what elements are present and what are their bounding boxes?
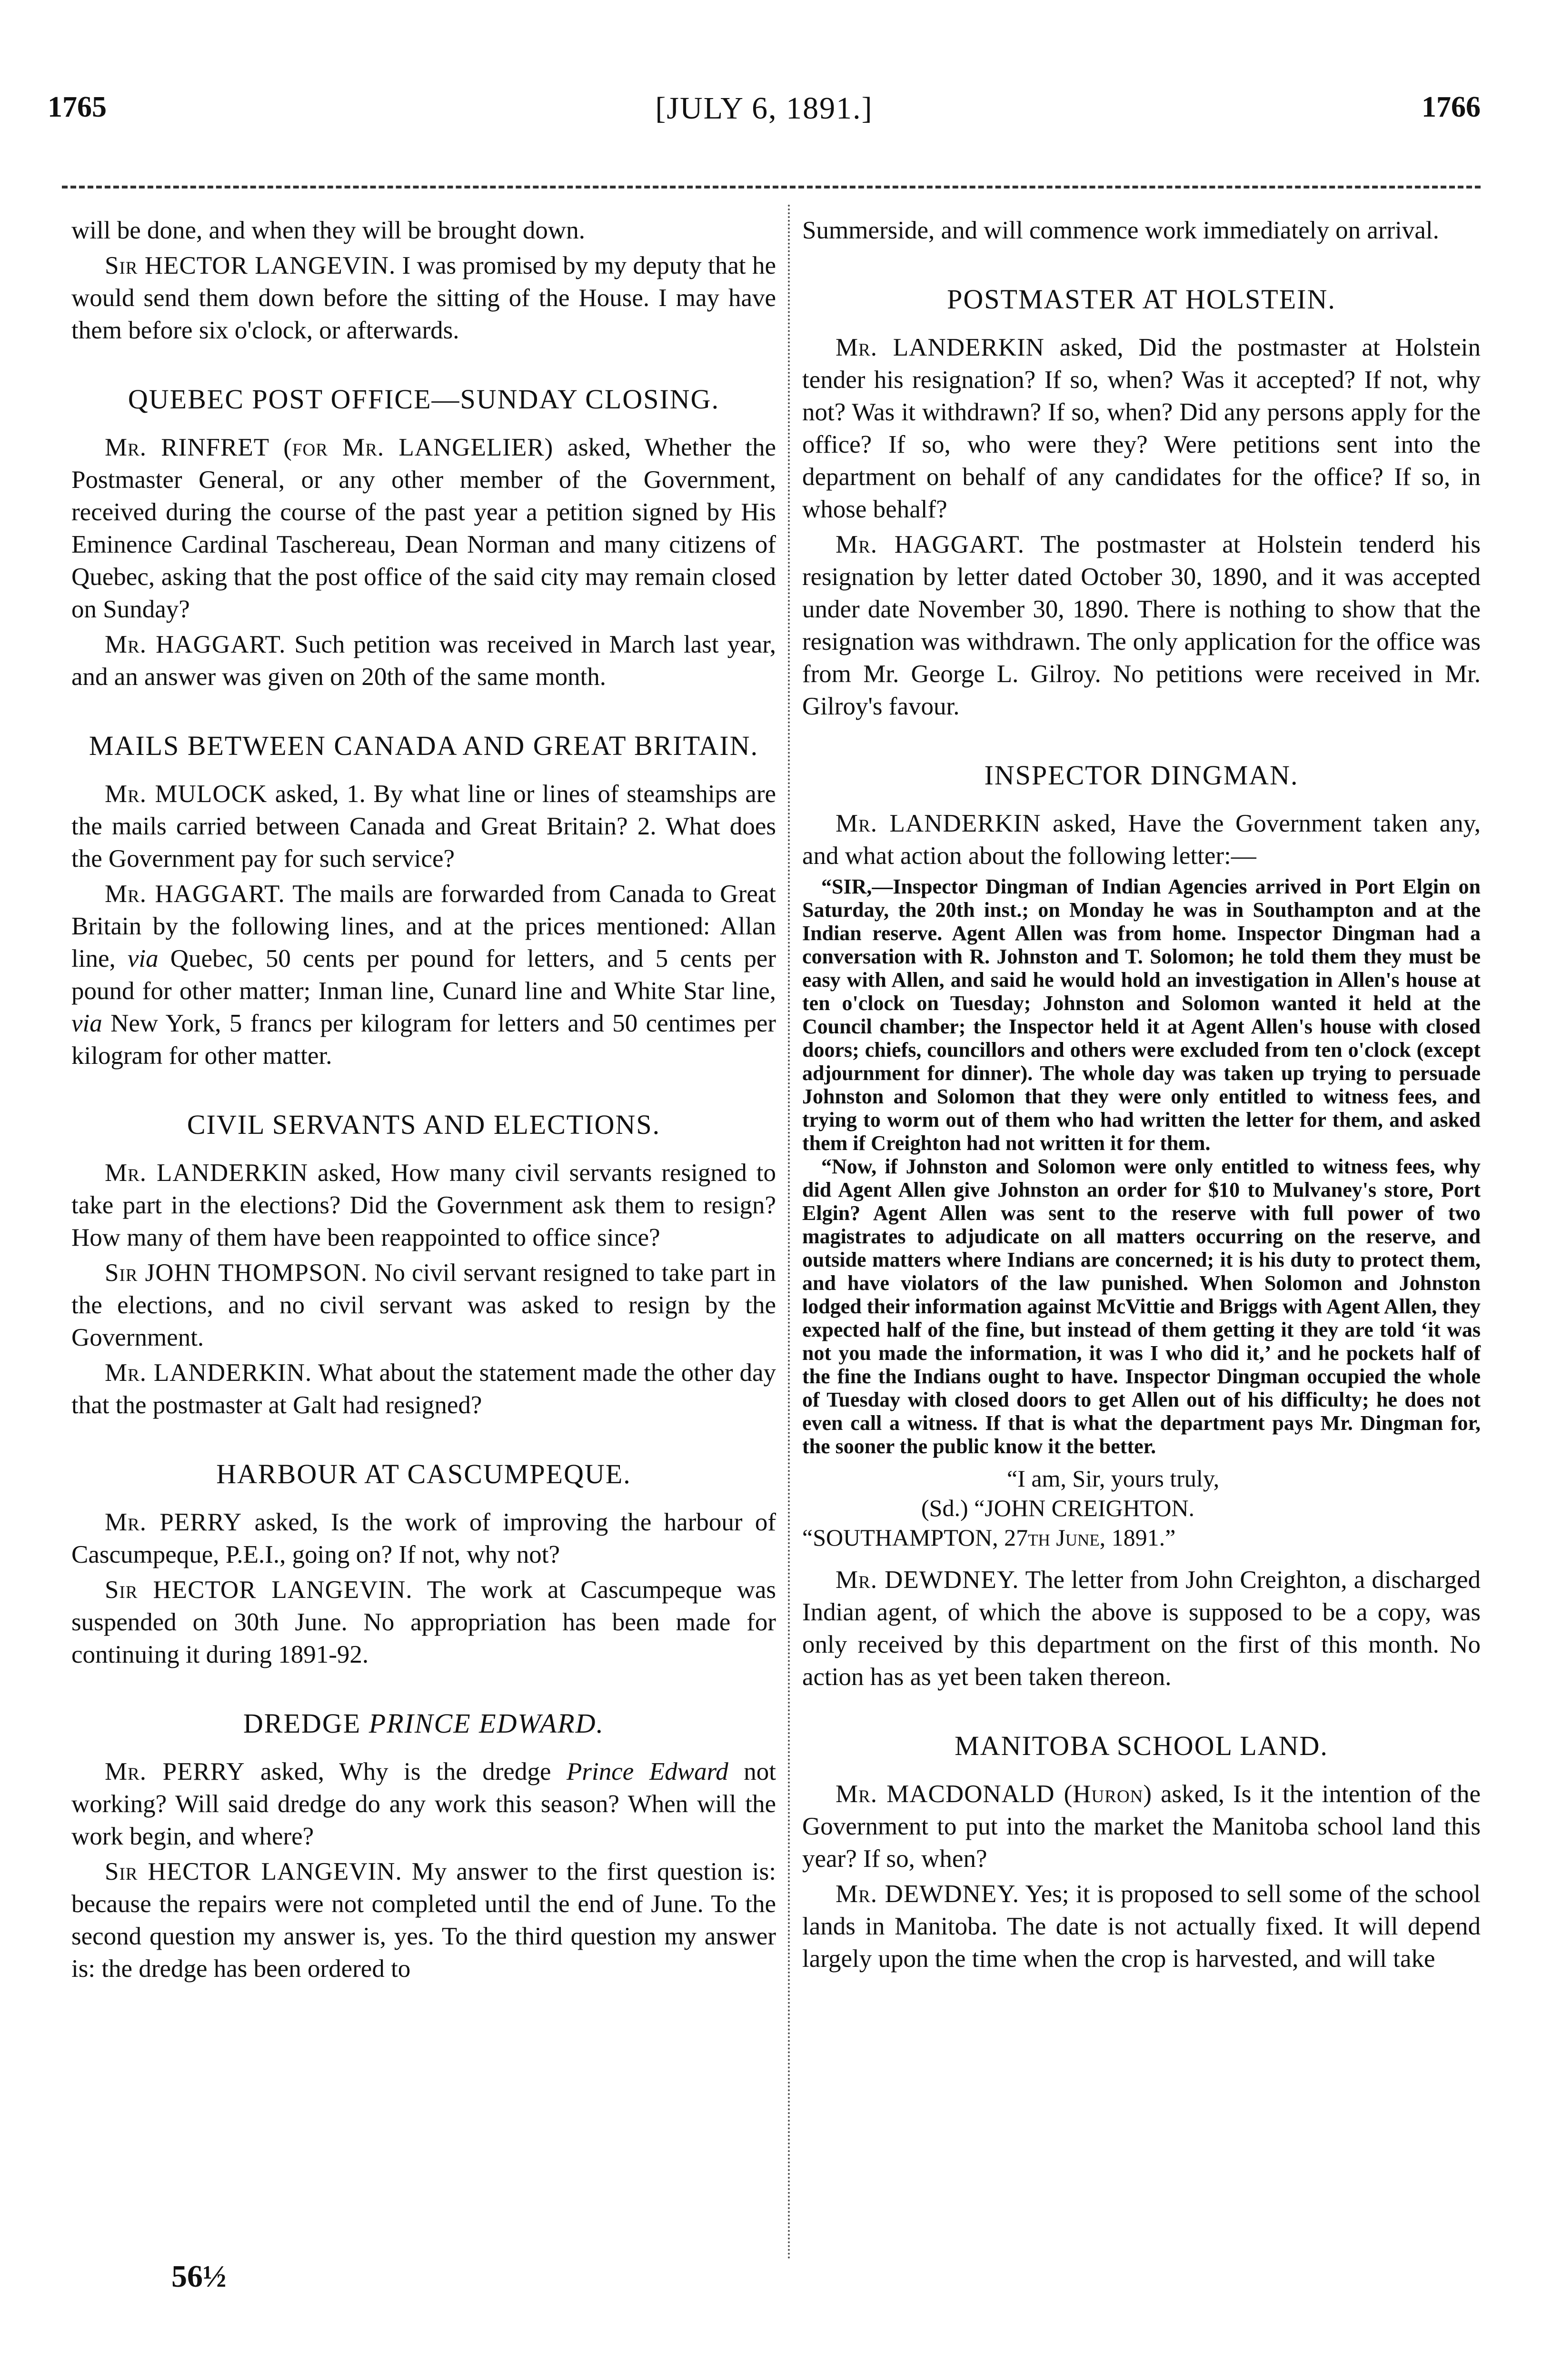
paragraph [71,778,776,875]
section-heading: QUEBEC POST OFFICE—SUNDAY CLOSING. [128,384,720,415]
paragraph [71,1257,776,1354]
italic-text: Prince Edward [567,1758,728,1785]
section-heading: INSPECTOR DINGMAN. [984,760,1299,791]
paragraph-text: The work at Cascumpeque was suspended on 30th June. No appropriation has been made for continuing it during 1891-92. [71,1576,776,1668]
section-heading: HARBOUR AT CASCUMPEQUE. [216,1458,631,1489]
paragraph [71,431,776,625]
right-column [802,214,1481,1978]
paragraph [71,249,776,347]
paragraph [71,1755,776,1853]
letter-signature [802,1464,1481,1552]
paragraph [71,628,776,693]
paragraph-text: What about the statement made the other day that the postmaster at Galt had resigned? [71,1359,776,1419]
signature-line: (Sd.) “JOHN CREIGHTON. [921,1495,1195,1521]
page-number-right: 1766 [1422,91,1481,123]
speaker: Mr. MACDONALD (Huron) [836,1780,1153,1808]
paragraph-text: No civil servant resigned to take part in the elections, and no civil servant was asked to resign by the Government. [71,1259,776,1351]
paragraph [802,331,1481,526]
speaker: Mr. LANDERKIN [836,810,1041,837]
paragraph: Summerside, and will commence work immediately on arrival. [802,217,1439,244]
signature-mark: 56½ [171,2259,227,2294]
paragraph [71,1357,776,1421]
speaker: Mr. PERRY [105,1508,242,1536]
section-heading: MANITOBA SCHOOL LAND. [955,1730,1328,1761]
speaker: Sir HECTOR LANGEVIN. [105,252,396,279]
speaker: Mr. DEWDNEY. [836,1566,1019,1594]
paragraph-text: asked, Is it the intention of the Government to put into the market the Manitoba school land this year? If so, when? [802,1780,1481,1873]
speaker: Mr. MULOCK [105,780,268,808]
paragraph [802,807,1481,872]
paragraph-text: asked, Is the work of improving the harbour of Cascumpeque, P.E.I., going on? If not, why not? [71,1508,776,1568]
paragraph [802,528,1481,723]
paragraph [71,1506,776,1571]
paragraph [71,1574,776,1671]
speaker: Mr. RINFRET (for Mr. LANGELIER) [105,434,554,461]
paragraph-text: The letter from John Creighton, a discharged Indian agent, of which the above is supposed to be a copy, was only received by this department on the first of this month. No action has as yet been taken thereon. [802,1566,1481,1691]
paragraph-text: The mails are forwarded from Canada to Great Britain by the following lines, and at the prices mentioned: Allan line, [71,880,776,972]
page-number-left: 1765 [48,91,107,123]
paragraph [802,1564,1481,1693]
paragraph-text: I was promised by my deputy that he would send them down before the sitting of the House. I may have them before six o'clock, or afterwards. [71,252,776,344]
paragraph-text: Yes; it is proposed to sell some of the school lands in Manitoba. The date is not actually fixed. It will depend largely upon the time when the crop is harvested, and will take [802,1880,1481,1973]
speaker: Mr. HAGGART. [105,880,285,908]
speaker: Mr. LANDERKIN [836,334,1045,361]
paragraph-text: asked, Whether the Postmaster General, or any other member of the Government, received during the course of the past year a petition signed by His Eminence Cardinal Taschereau, Dean Norman and many citizens of Quebec, asking that the post office of the said city may remain closed on Sunday? [71,434,776,623]
header-rule [62,186,1481,188]
heading-text: DREDGE [243,1708,361,1739]
left-column [71,214,776,1988]
speaker: Mr. HAGGART. [836,531,1025,558]
paragraph: will be done, and when they will be brought down. [71,217,585,244]
paragraph-text: Quebec, 50 cents per pound for letters, and 5 cents per pound for other matter; Inman line, Cunard line and White Star line, [71,945,776,1005]
speaker: Mr. PERRY [105,1758,245,1785]
letter-paragraph: “SIR,—Inspector Dingman of Indian Agencies arrived in Port Elgin on Saturday, the 20th inst.; on Monday he was in Southampton and at the Indian reserve. Agent Allen was from home. Inspector Dingman had a conversation with R. Johnston and T. Solomon; he told them they must be easy with Allen, and said he would hold an investigation in Allen's house at ten o'clock on Tuesday; Johnston and Solomon wanted it held at the Council chamber; the Inspector held it at Agent Allen's house with closed doors; chiefs, councillors and others were excluded from ten o'clock (except adjournment for dinner). The whole day was taken up trying to persuade Johnston and Solomon that they were only entitled to witness fees, and trying to worm out of them who had written the letter for them, and asked them if Creighton had not written it for them. [802,875,1481,1155]
heading-italic-text: PRINCE EDWARD. [368,1708,604,1739]
speaker: Sir HECTOR LANGEVIN. [105,1858,402,1885]
speaker: Sir HECTOR LANGEVIN. [105,1576,413,1604]
section-heading [71,1708,776,1739]
paragraph-text: asked, Have the Government taken any, and what action about the following letter:— [802,810,1481,870]
speaker: Mr. LANDERKIN. [105,1359,312,1387]
signature-dateline: “SOUTHAMPTON, 27th June, 1891.” [802,1524,1176,1551]
paragraph-text: not working? Will said dredge do any work this season? When will the work begin, and where? [71,1758,776,1850]
paragraph [71,878,776,1072]
quoted-letter [802,875,1481,1458]
paragraph-text: My answer to the first question is: because the repairs were not completed until the end of June. To the second question my answer is, yes. To the third question my answer is: the dredge has been ordered to [71,1858,776,1983]
speaker: Sir JOHN THOMPSON. [105,1259,368,1287]
section-heading: CIVIL SERVANTS AND ELECTIONS. [187,1109,661,1140]
page-date: [JULY 6, 1891.] [655,91,873,126]
column-divider [788,205,790,2261]
letter-paragraph: “Now, if Johnston and Solomon were only entitled to witness fees, why did Agent Allen give Johnston an order for $10 to Mulvaney's store, Port Elgin? Agent Allen was sent to the reserve with full power of two magistrates to adjudicate on all matters occurring on the reserve, and outside matters where Indians are concerned; it is his duty to protect them, and have violators of the law punished. When Solomon and Johnston lodged their information against McVittie and Briggs with Agent Allen, they expected half of the fine, but instead of them getting it they are told ‘it was not you made the information, it was I who did it,’ and he pockets half of the fine the Indians ought to have. Inspector Dingman occupied the whole of Tuesday with closed doors to get Allen out of his difficulty; he does not even call a witness. If that is what the department pays Mr. Dingman for, the sooner the public know it the better. [802,1155,1481,1458]
paragraph-text: New York, 5 francs per kilogram for letters and 50 centimes per kilogram for other matter. [71,1010,776,1070]
paragraph [802,1878,1481,1975]
paragraph [71,1157,776,1254]
italic-text: via [71,1010,102,1037]
paragraph-text: asked, Did the postmaster at Holstein tender his resignation? If so, when? Was it accepted? If not, why not? Was it withdrawn? If so, when? Did any persons apply for the office? If so, who were they? Were petitions sent into the department on behalf of any candidates for the office? If so, in whose behalf? [802,334,1481,523]
paragraph [71,1855,776,1985]
italic-text: via [127,945,159,972]
paragraph-text: The postmaster at Holstein tenderd his resignation by letter dated October 30, 1890, and it was accepted under date November 30, 1890. There is nothing to show that the resignation was withdrawn. The only application for the office was from Mr. George L. Gilroy. No petitions were received in Mr. Gilroy's favour. [802,531,1481,720]
page-header [48,90,1481,148]
paragraph-text: asked, Why is the dredge [260,1758,551,1785]
section-heading: MAILS BETWEEN CANADA AND GREAT BRITAIN. [89,730,759,761]
paragraph-text: Such petition was received in March last year, and an answer was given on 20th of the same month. [71,631,776,691]
section-heading: POSTMASTER AT HOLSTEIN. [947,284,1336,315]
paragraph-text: asked, How many civil servants resigned to take part in the elections? Did the Government ask them to resign? How many of them have been reappointed to office since? [71,1159,776,1251]
speaker: Mr. LANDERKIN [105,1159,308,1187]
speaker: Mr. DEWDNEY. [836,1880,1019,1908]
signature-line: “I am, Sir, yours truly, [1007,1465,1220,1492]
paragraph-text: asked, 1. By what line or lines of steamships are the mails carried between Canada and Great Britain? 2. What does the Government pay for such service? [71,780,776,873]
paragraph [802,1778,1481,1875]
speaker: Mr. HAGGART. [105,631,286,658]
